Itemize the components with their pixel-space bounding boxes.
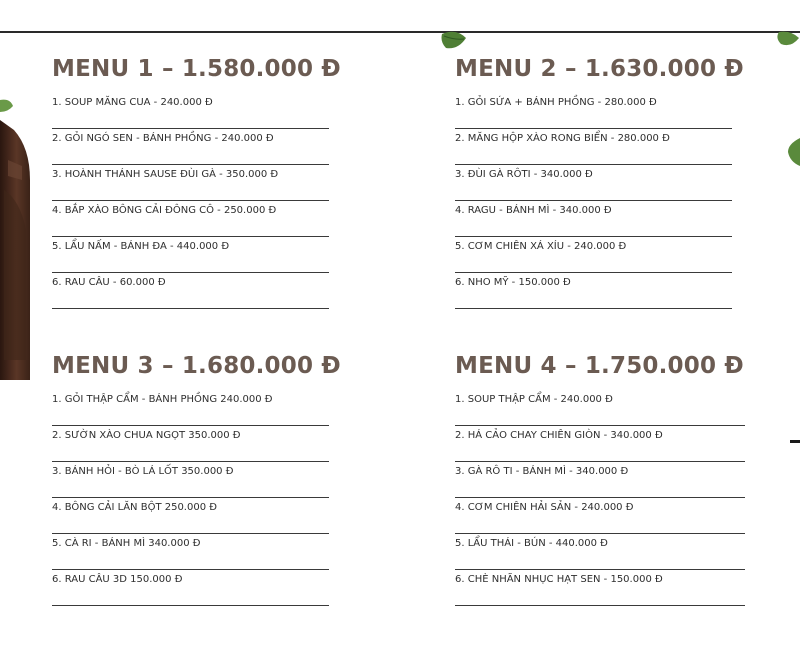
bottle-decoration [0,120,34,380]
menu-item-label: 2. SƯỜN XÀO CHUA NGỌT 350.000 Đ [52,430,241,441]
list-item [52,534,329,570]
menu-item-label: 3. ĐÙI GÀ RÔTI - 340.000 Đ [455,169,593,180]
menu-item-label: 4. BẮP XÀO BÔNG CẢI ĐÔNG CÔ - 250.000 Đ [52,205,277,216]
menu-item-list [52,390,329,606]
list-item [455,93,732,129]
menu-item-label: 4. BÔNG CẢI LĂN BỘT 250.000 Đ [52,502,218,513]
menu-item-label: 6. RAU CÂU - 60.000 Đ [52,277,166,288]
list-item [455,462,745,498]
list-item [455,390,745,426]
list-item [52,273,329,309]
menu-item-label: 2. MĂNG HỘP XÀO RONG BIỂN - 280.000 Đ [455,133,670,144]
list-item [52,390,329,426]
menu-item-label: 5. CƠM CHIÊN XÁ XÍU - 240.000 Đ [455,241,627,252]
menu-item-label: 3. GÀ RÔ TI - BÁNH MÌ - 340.000 Đ [455,466,629,477]
list-item [455,165,732,201]
menu-title: MENU 2 – 1.630.000 Đ [455,56,744,82]
menu-title: MENU 1 – 1.580.000 Đ [52,56,341,82]
list-item [455,201,732,237]
list-item [455,273,732,309]
leaf-icon [775,30,800,48]
menu-item-label: 5. CÀ RI - BÁNH MÌ 340.000 Đ [52,538,201,549]
list-item [455,129,732,165]
menu-item-label: 6. CHÈ NHÃN NHỤC HẠT SEN - 150.000 Đ [455,574,663,585]
list-item [52,462,329,498]
menu-title: MENU 3 – 1.680.000 Đ [52,353,341,379]
list-item [52,570,329,606]
list-item [52,426,329,462]
menu-item-list [455,93,732,309]
list-item [455,498,745,534]
list-item [52,237,329,273]
menu-item-label: 6. RAU CÂU 3D 150.000 Đ [52,574,183,585]
list-item [52,165,329,201]
menu-title: MENU 4 – 1.750.000 Đ [455,353,744,379]
list-item [52,129,329,165]
menu-item-list [52,93,329,309]
menu-item-label: 4. RAGU - BÁNH MÌ - 340.000 Đ [455,205,612,216]
menu-item-label: 5. LẨU THÁI - BÚN - 440.000 Đ [455,538,608,549]
leaf-icon [0,98,14,114]
menu-item-label: 5. LẨU NẤM - BÁNH ĐA - 440.000 Đ [52,241,230,252]
menu-item-label: 1. SOUP MĂNG CUA - 240.000 Đ [52,97,213,108]
list-item [455,570,745,606]
menu-item-label: 1. SOUP THẬP CẨM - 240.000 Đ [455,394,613,405]
decorative-dash [790,440,800,443]
menu-item-list [455,390,745,606]
top-border [0,31,800,33]
leaf-icon [440,30,470,52]
list-item [455,426,745,462]
leaf-icon [786,138,800,166]
menu-item-label: 2. GỎI NGÓ SEN - BÁNH PHỒNG - 240.000 Đ [52,133,274,144]
menu-item-label: 1. GỎI THẬP CẨM - BÁNH PHỒNG 240.000 Đ [52,394,273,405]
menu-item-label: 6. NHO MỸ - 150.000 Đ [455,277,571,288]
menu-item-label: 3. HOÀNH THÁNH SAUSE ĐÙI GÀ - 350.000 Đ [52,169,279,180]
list-item [52,201,329,237]
menu-item-label: 1. GỎI SỨA + BÁNH PHỒNG - 280.000 Đ [455,97,657,108]
list-item [52,498,329,534]
menu-item-label: 2. HÁ CẢO CHAY CHIÊN GIÒN - 340.000 Đ [455,430,663,441]
menu-item-label: 3. BÁNH HỎI - BÒ LÁ LỐT 350.000 Đ [52,466,234,477]
list-item [455,534,745,570]
menu-item-label: 4. CƠM CHIÊN HẢI SẢN - 240.000 Đ [455,502,634,513]
list-item [455,237,732,273]
list-item [52,93,329,129]
